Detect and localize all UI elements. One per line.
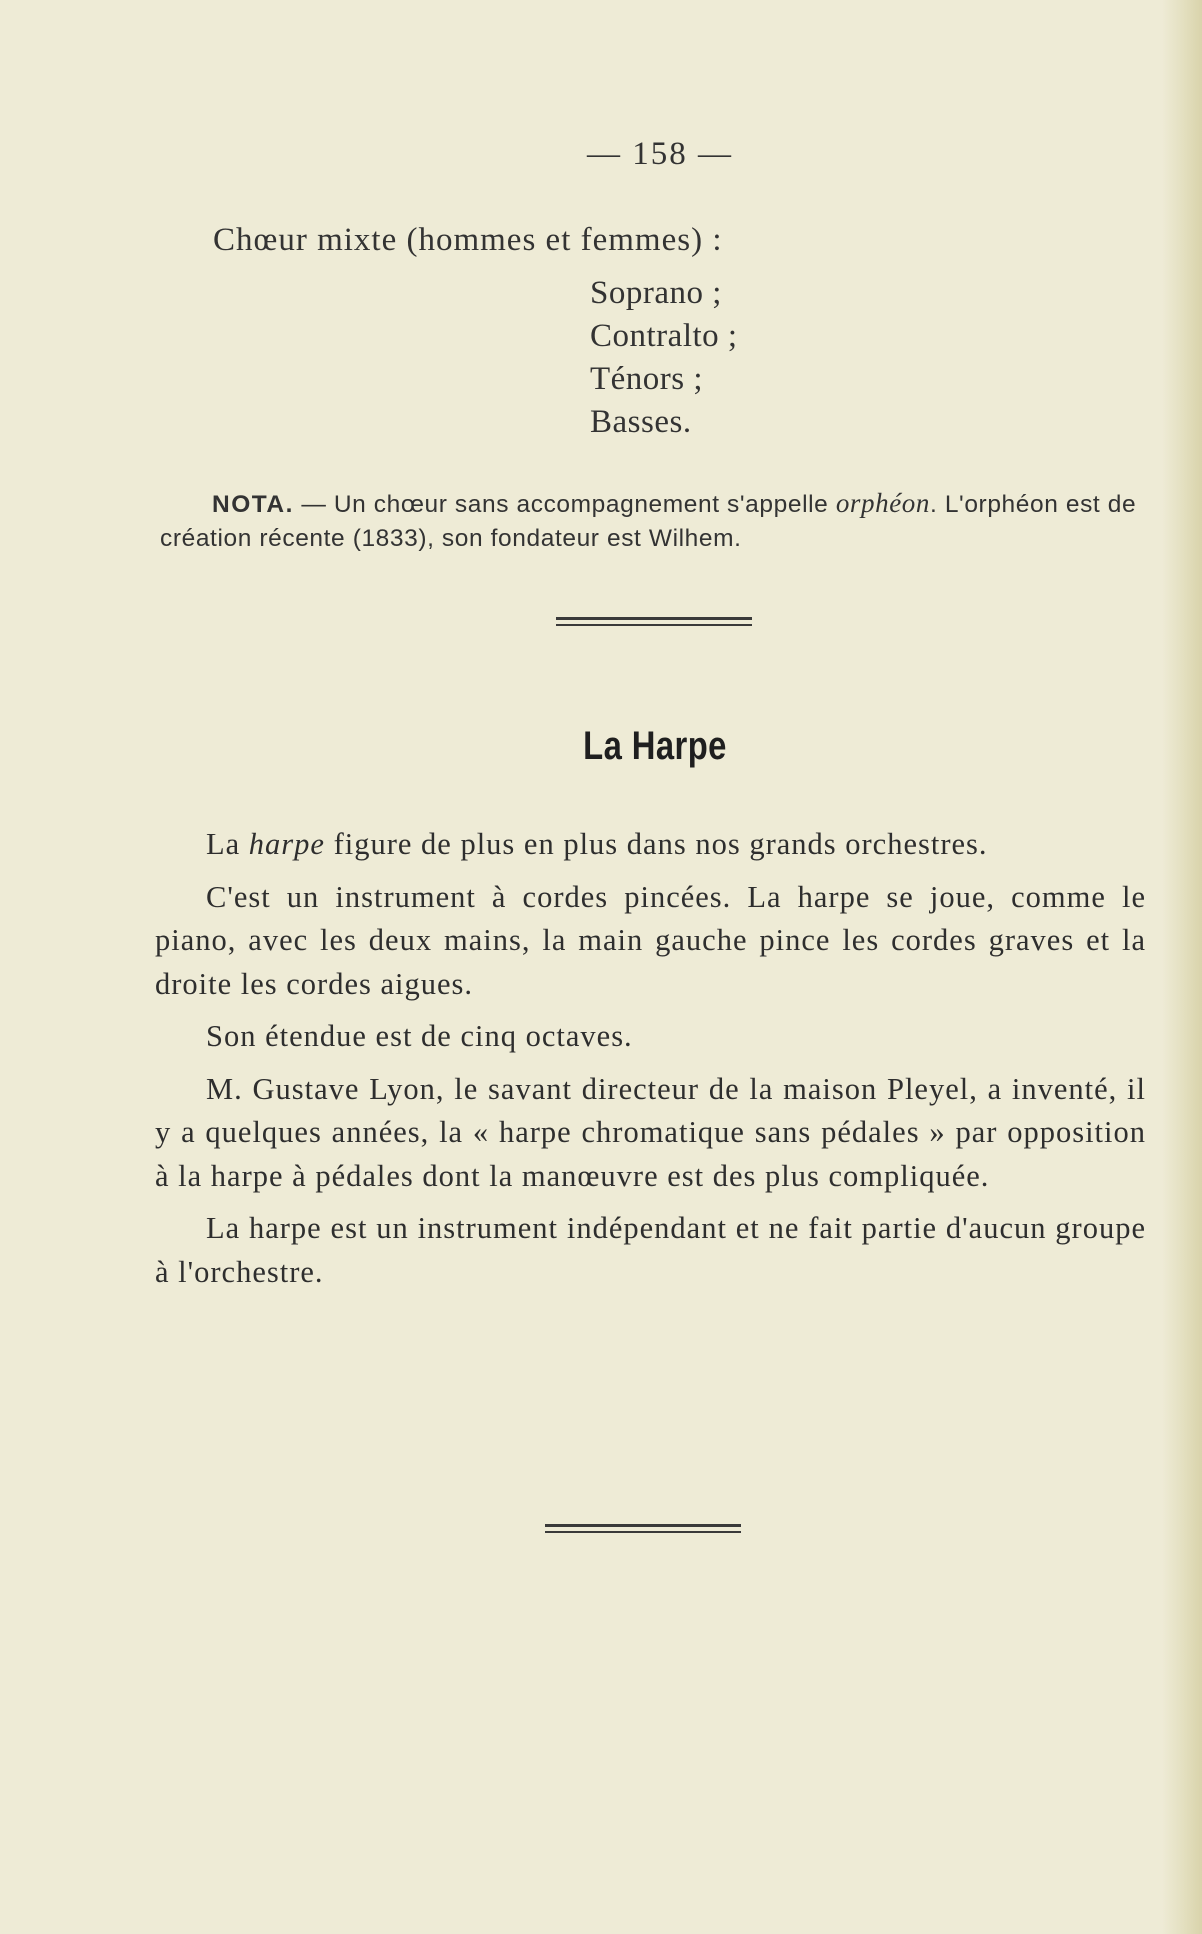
page-edge-shadow — [1162, 0, 1202, 1934]
page-number: — 158 — — [587, 136, 733, 172]
paragraph: C'est un instrument à cordes pincées. La harpe se joue, comme le piano, avec les deux mains, la main gauche pince les cordes graves et la droite les cordes aigues. — [155, 879, 1146, 1001]
paragraph: Son étendue est de cinq octaves. — [206, 1019, 633, 1053]
nota-label: NOTA. — [212, 491, 294, 518]
paragraph-text: figure de plus en plus dans nos grands orchestres. — [324, 827, 988, 861]
section-divider-top — [556, 617, 752, 627]
paragraph: La harpe est un instrument indépendant et ne fait partie d'aucun groupe à l'orchestre. — [155, 1211, 1146, 1289]
voice-item: Soprano ; — [590, 275, 722, 311]
nota-italic-term: orphéon — [835, 488, 931, 518]
choeur-heading: Chœur mixte (hommes et femmes) : — [213, 222, 723, 258]
section-title: La Harpe — [583, 724, 727, 768]
nota-note — [160, 486, 1150, 556]
paragraph-italic-term: harpe — [248, 827, 325, 861]
voice-list — [590, 272, 738, 444]
nota-text-start: — Un chœur sans accompagnement s'appelle — [293, 491, 836, 518]
paragraph-text: La — [206, 827, 249, 861]
nota-text-end: . L'orphéon est de création récente (1833), son fondateur est Wilhem. — [160, 491, 1137, 552]
voice-item: Basses. — [590, 404, 692, 440]
paragraph: M. Gustave Lyon, le savant directeur de la maison Pleyel, a inventé, il y a quelques années, la « harpe chromatique sans pédales » par opposition à la harpe à pédales dont la manœuvre est des plus compliquée. — [155, 1071, 1146, 1193]
paragraph — [155, 823, 1146, 867]
voice-item: Contralto ; — [590, 318, 738, 354]
section-body — [155, 823, 1146, 1303]
voice-item: Ténors ; — [590, 361, 704, 397]
section-divider-bottom — [545, 1524, 741, 1534]
